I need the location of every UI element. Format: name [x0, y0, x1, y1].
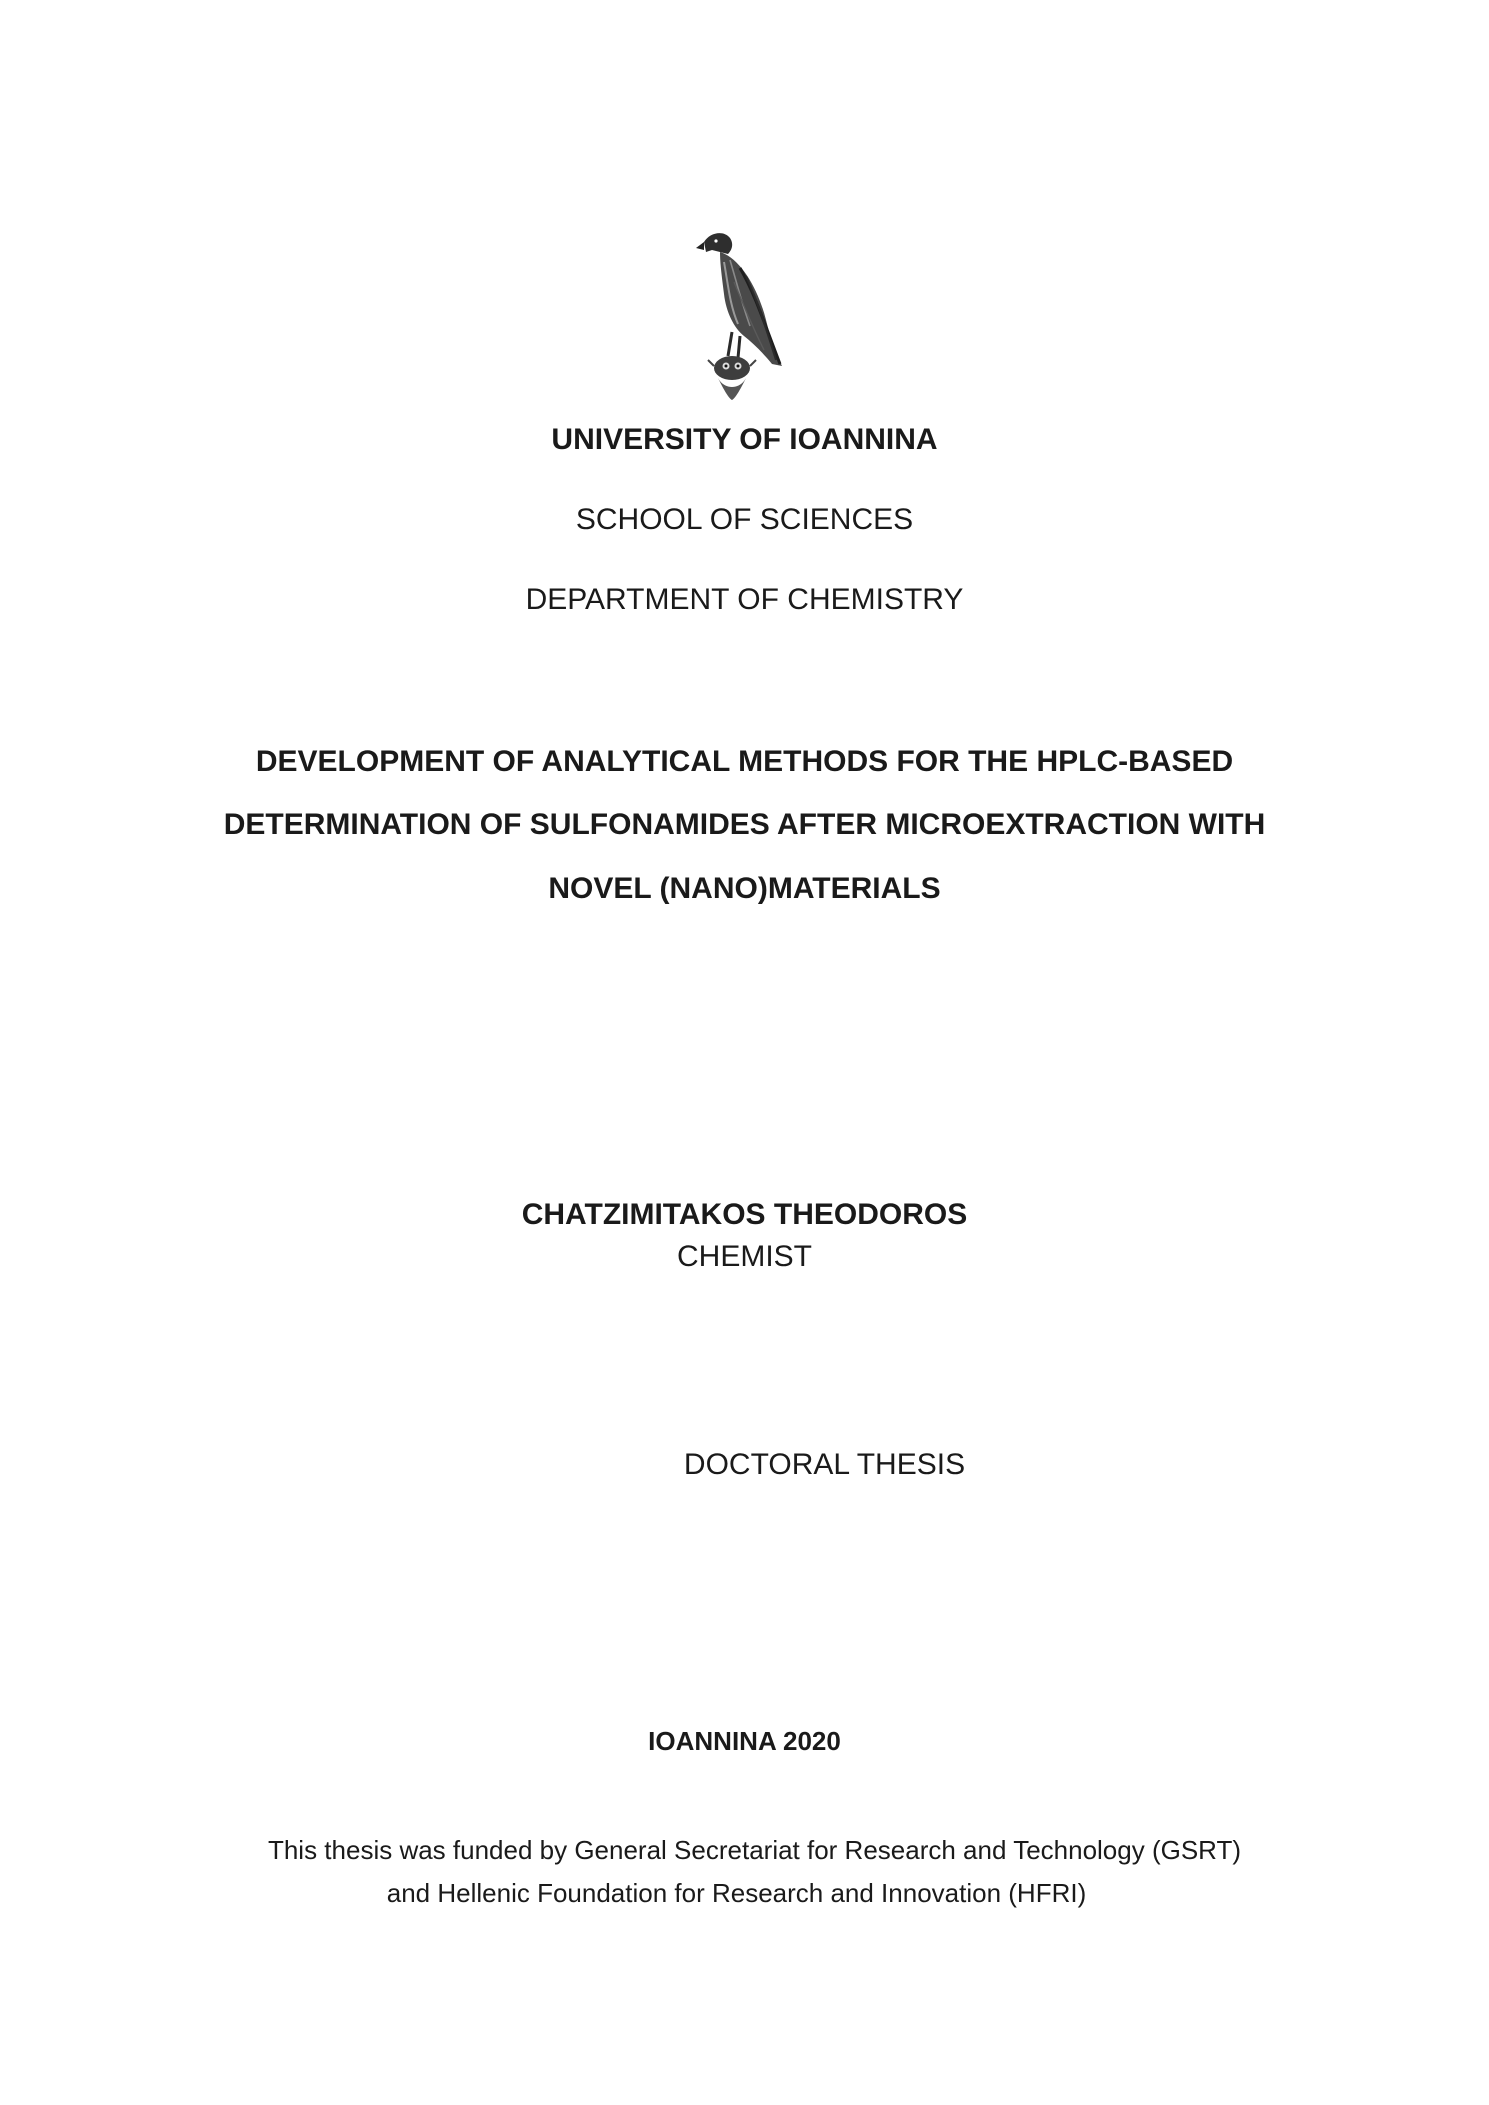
eagle-emblem-icon — [684, 228, 796, 404]
author-role: CHEMIST — [677, 1240, 812, 1273]
university-name: UNIVERSITY OF IOANNINA — [551, 423, 938, 456]
funding-statement-line-1: This thesis was funded by General Secretariat for Research and Technology (GSRT) — [267, 1835, 1242, 1865]
thesis-title-line-1: DEVELOPMENT OF ANALYTICAL METHODS FOR THE HPLC-BASED — [255, 745, 1234, 778]
department-name: DEPARTMENT OF CHEMISTRY — [525, 583, 964, 616]
thesis-title-line-2: DETERMINATION OF SULFONAMIDES AFTER MICROEXTRACTION WITH — [223, 808, 1266, 841]
author-name: CHATZIMITAKOS THEODOROS — [521, 1198, 968, 1231]
thesis-title-line-3: NOVEL (NANO)MATERIALS — [548, 872, 941, 905]
place-year: IOANNINA 2020 — [648, 1726, 841, 1756]
thesis-type: DOCTORAL THESIS — [683, 1448, 966, 1481]
school-name: SCHOOL OF SCIENCES — [575, 503, 914, 536]
funding-statement-line-2: and Hellenic Foundation for Research and Innovation (HFRI) — [386, 1878, 1087, 1908]
